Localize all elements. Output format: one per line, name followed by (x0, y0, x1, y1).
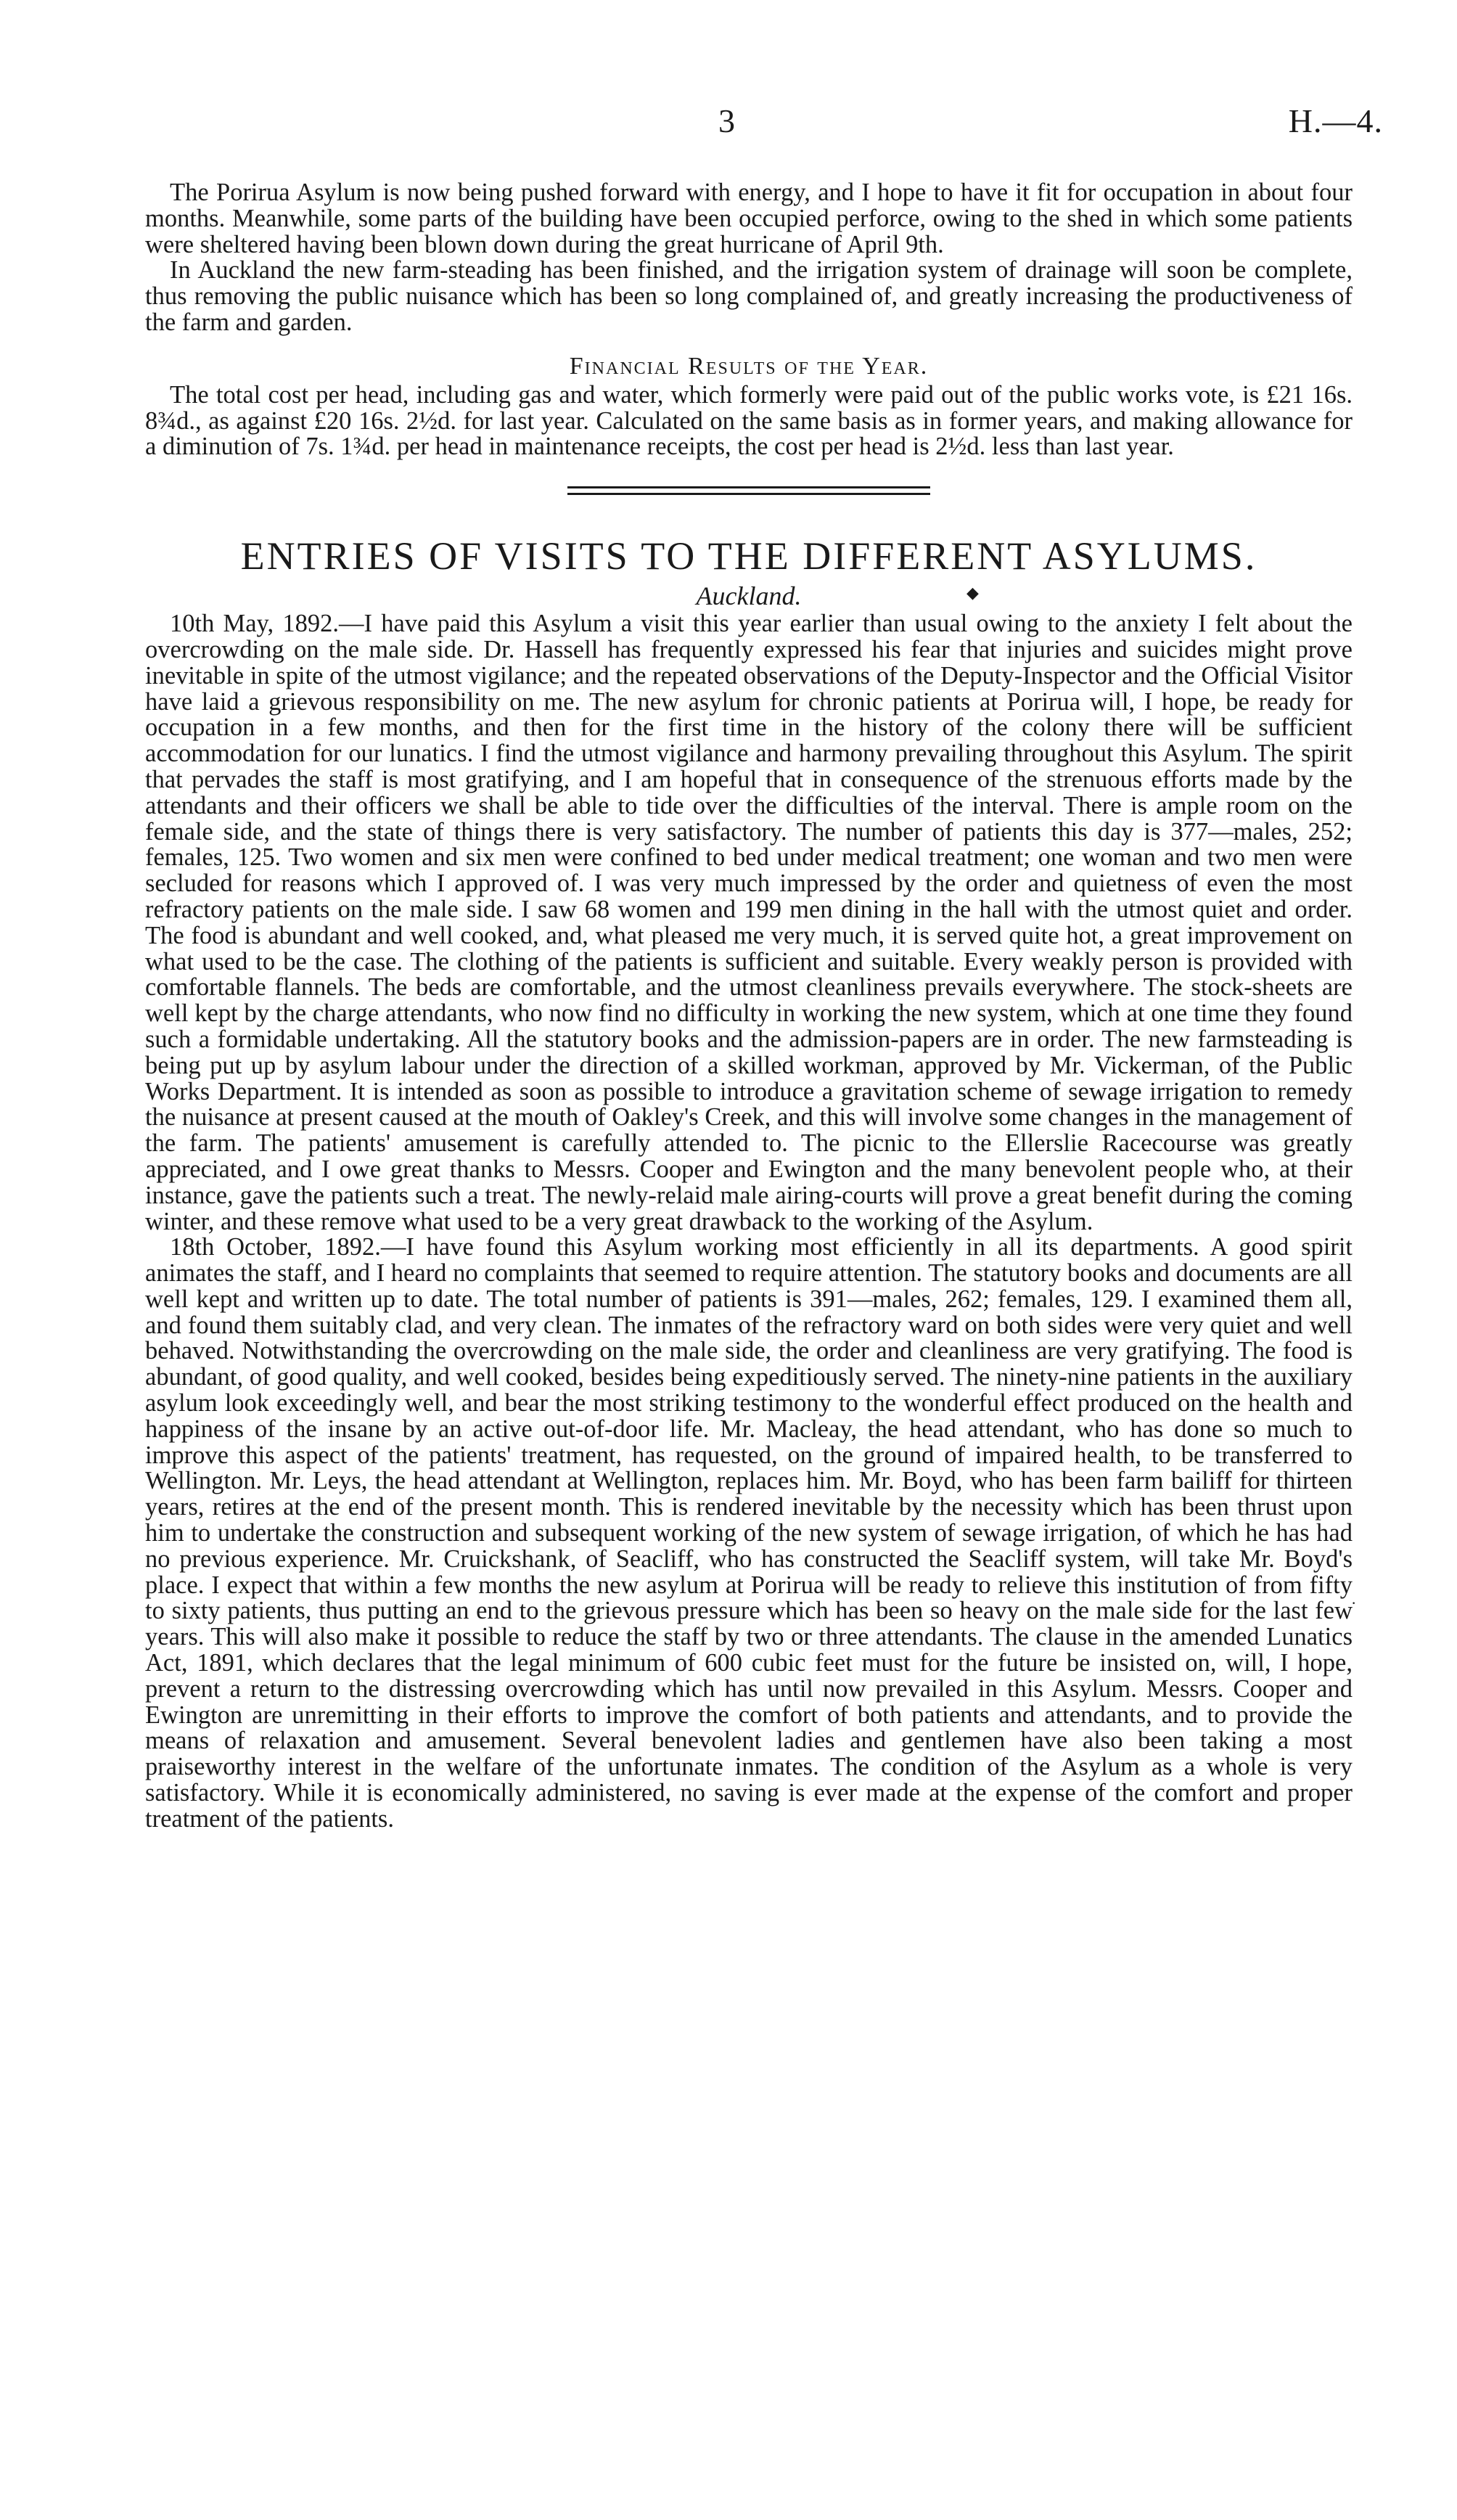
page-header (0, 102, 1457, 145)
section-divider (567, 486, 930, 495)
document-reference: H.—4. (1288, 102, 1383, 139)
financial-results-paragraph: The total cost per head, including gas and water, which formerly were paid out of the public works vote, is £21 16s. 8¾d., as against £20 16s. 2½d. for last year. Calculated on the same basis as in former years, and making allowance for a diminution of 7s. 1¾d. per head in maintenance receipts, the cost per head is 2½d. less than last year. (145, 380, 1353, 461)
visit-entry-october: 18th October, 1892.—I have found this Asylum working most efficiently in all its departments. A good spirit animates the staff, and I heard no complaints that seemed to require attention. The statutory books and documents are all well kept and written up to date. The total number of patients is 391—males, 262; females, 129. I examined them all, and found them suitably clad, and very clean. The inmates of the refractory ward on both sides were very quiet and well behaved. Notwithstanding the overcrowding on the male side, the order and cleanliness are very gratifying. The food is abundant, of good quality, and well cooked, besides being expeditiously served. The ninety-nine patients in the auxiliary asylum look exceedingly well, and bear the most striking testimony to the wonderful effect produced on the health and happiness of the insane by an active out-of-door life. Mr. Macleay, the head attendant, who has done so much to improve this aspect of the patients' treatment, has requested, on the ground of impaired health, to be transferred to Wellington. Mr. Leys, the head attendant at Wellington, replaces him. Mr. Boyd, who has been farm bailiff for thirteen years, retires at the end of the present month. This is rendered inevitable by the necessity which has been thrust upon him to undertake the construction and subsequent working of the new system of sewage irrigation, of which he has had no previous experience. Mr. Cruickshank, of Seacliff, who has constructed the Seacliff system, will take Mr. Boyd's place. I expect that within a few months the new asylum at Porirua will be ready to relieve this institution of from fifty to sixty patients, thus putting an end to the grievous pressure which has been so heavy on the male side for the last few years. This will also make it possible to reduce the staff by two or three attendants. The clause in the amended Lunatics Act, 1891, which declares that the legal minimum of 600 cubic feet must for the future be insisted on, will, I hope, prevent a return to the distressing overcrowding which has until now prevailed in this Asylum. Messrs. Cooper and Ewington are unremitting in their efforts to improve the comfort of both patients and attendants, and to provide the means of relaxation and amusement. Several benevolent ladies and gentlemen have also been taking a most praiseworthy interest in the welfare of the unfortunate inmates. The condition of the Asylum as a whole is very satisfactory. While it is economically administered, no saving is ever made at the expense of the comfort and proper treatment of the patients. (145, 1233, 1353, 1833)
entries-heading: ENTRIES OF VISITS TO THE DIFFERENT ASYLUMS. (240, 534, 1257, 578)
print-speck: ◆ (966, 584, 979, 602)
asylum-name-heading: Auckland. (696, 581, 802, 611)
intro-paragraph-auckland: In Auckland the new farm-steading has been finished, and the irrigation system of drainage will soon be complete, thus removing the public nuisance which has been so long complained of, and greatly increasing the productiveness of the farm and garden. (145, 256, 1353, 336)
intro-paragraph-porirua: The Porirua Asylum is now being pushed forward with energy, and I hope to have it fit for occupation in about four months. Meanwhile, some parts of the building have been occupied perforce, owing to the shed in which some patients were sheltered having been blown down during the great hurricane of April 9th. (145, 179, 1353, 258)
page-number: 3 (718, 102, 735, 139)
page-body (145, 180, 1353, 1833)
visit-entry-may: 10th May, 1892.—I have paid this Asylum a visit this year earlier than usual owing to the anxiety I felt about the overcrowding on the male side. Dr. Hassell has frequently expressed his fear that injuries and suicides might prove inevitable in spite of the utmost vigilance; and the repeated observations of the Deputy-Inspector and the Official Visitor have laid a grievous responsibility on me. The new asylum for chronic patients at Porirua will, I hope, be ready for occupation in a few months, and then for the first time in the history of the colony there will be sufficient accommodation for our lunatics. I find the utmost vigilance and harmony prevailing throughout this Asylum. The spirit that pervades the staff is most gratifying, and I am hopeful that in consequence of the strenuous efforts made by the attendants and their officers we shall be able to tide over the difficulties of the interval. There is ample room on the female side, and the state of things there is very satisfactory. The number of patients this day is 377—males, 252; females, 125. Two women and six men were confined to bed under medical treatment; one woman and two men were secluded for reasons which I approved of. I was very much impressed by the order and quietness of even the most refractory patients on the male side. I saw 68 women and 199 men dining in the hall with the utmost quiet and order. The food is abundant and well cooked, and, what pleased me very much, it is served quite hot, a great improvement on what used to be the case. The clothing of the patients is sufficient and suitable. Every weakly person is provided with comfortable flannels. The beds are comfortable, and the utmost cleanliness prevails everywhere. The stock-sheets are well kept by the charge attendants, who now find no difficulty in working the new system, which at one time they found such a formidable undertaking. All the statutory books and the admission-papers are in order. The new farmsteading is being put up by asylum labour under the direction of a skilled workman, approved by Mr. Vickerman, of the Public Works Department. It is intended as soon as possible to introduce a gravitation scheme of sewage irrigation to remedy the nuisance at present caused at the mouth of Oakley's Creek, and this will involve some changes in the management of the farm. The patients' amusement is carefully attended to. The picnic to the Ellerslie Racecourse was greatly appreciated, and I owe great thanks to Messrs. Cooper and Ewington and the many benevolent people who, at their instance, gave the patients such a treat. The newly-relaid male airing-courts will prove a great benefit during the coming winter, and these remove what used to be a very great drawback to the working of the Asylum. (145, 610, 1353, 1235)
print-speck: · (1351, 1594, 1357, 1612)
financial-results-heading: Financial Results of the Year. (569, 352, 929, 380)
